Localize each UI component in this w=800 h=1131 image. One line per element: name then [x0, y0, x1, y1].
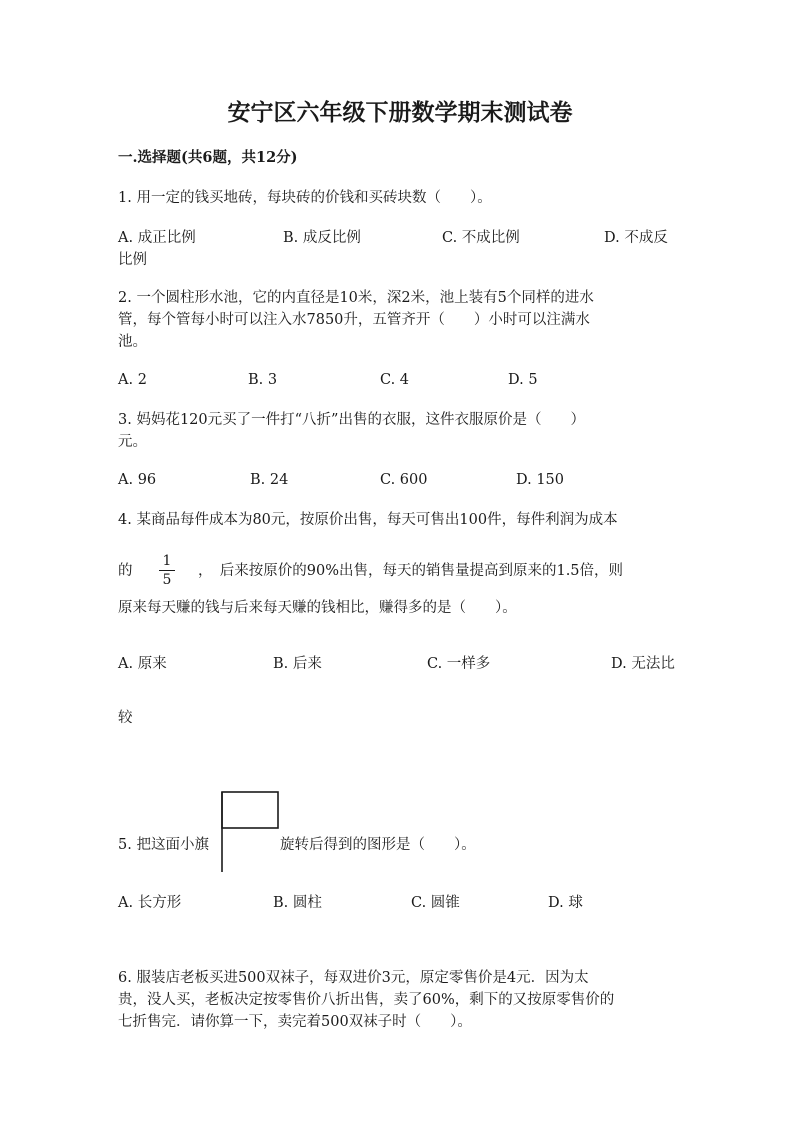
question-3-text-line-2: 元。	[118, 434, 147, 450]
question-2-text-line-2: 管，每个管每小时可以注入水7850升，五管齐开（ ）小时可以注满水	[118, 312, 590, 328]
question-2-option-b[interactable]: B. 3	[248, 372, 278, 388]
question-4-option-b[interactable]: B. 后来	[273, 656, 322, 672]
page-title: 安宁区六年级下册数学期末测试卷	[227, 99, 573, 126]
question-5-option-c[interactable]: C. 圆锥	[411, 895, 460, 911]
question-1-option-d[interactable]: D. 不成反	[604, 230, 668, 246]
question-4-text-line-1: 4. 某商品每件成本为80元，按原价出售，每天可售出100件，每件利润为成本	[118, 512, 618, 528]
question-2-option-c[interactable]: C. 4	[380, 372, 410, 388]
question-3-text-line-1: 3. 妈妈花120元买了一件打“八折”出售的衣服，这件衣服原价是（ ）	[118, 412, 585, 428]
question-3-option-c[interactable]: C. 600	[380, 472, 428, 488]
question-5-option-d[interactable]: D. 球	[548, 895, 583, 911]
question-1-option-c[interactable]: C. 不成比例	[442, 230, 520, 246]
question-4-text-line-3: 原来每天赚的钱与后来每天赚的钱相比，赚得多的是（ ）。	[118, 600, 517, 616]
question-2-text-line-1: 2. 一个圆柱形水池，它的内直径是10米，深2米，池上装有5个同样的进水	[118, 290, 594, 306]
question-5-option-b[interactable]: B. 圆柱	[273, 895, 322, 911]
question-2-option-d[interactable]: D. 5	[508, 372, 538, 388]
question-4-text-line-2a: 的	[118, 563, 133, 579]
question-6-text-line-1: 6. 服装店老板买进500双袜子，每双进价3元，原定零售价是4元．因为太	[118, 970, 589, 986]
question-4-option-a[interactable]: A. 原来	[118, 656, 167, 672]
question-6-text-line-3: 七折售完．请你算一下，卖完着500双袜子时（ ）。	[118, 1014, 472, 1030]
fraction-bar	[159, 570, 175, 571]
question-2-option-a[interactable]: A. 2	[118, 372, 147, 388]
question-4-text-line-2b: ， 后来按原价的90%出售，每天的销售量提高到原来的1.5倍，则	[198, 563, 624, 579]
question-1-option-b[interactable]: B. 成反比例	[283, 230, 361, 246]
question-3-option-b[interactable]: B. 24	[250, 472, 289, 488]
section-heading: 一.选择题(共6题，共12分)	[118, 149, 298, 166]
flag-figure	[218, 790, 282, 878]
question-5-text-a: 5. 把这面小旗	[118, 837, 209, 853]
question-1-option-d-wrap: 比例	[118, 252, 147, 268]
flag-icon	[218, 790, 282, 874]
fraction-numerator: 1	[162, 553, 172, 569]
fraction-one-fifth	[158, 553, 176, 588]
question-3-option-d[interactable]: D. 150	[516, 472, 565, 488]
question-1-text: 1. 用一定的钱买地砖，每块砖的价钱和买砖块数（ ）。	[118, 190, 492, 206]
question-1-option-a[interactable]: A. 成正比例	[118, 230, 196, 246]
question-4-option-d[interactable]: D. 无法比	[611, 656, 675, 672]
question-4-option-c[interactable]: C. 一样多	[427, 656, 491, 672]
question-5-option-a[interactable]: A. 长方形	[118, 895, 182, 911]
fraction-denominator: 5	[162, 572, 172, 588]
question-3-option-a[interactable]: A. 96	[118, 472, 157, 488]
question-2-text-line-3: 池。	[118, 334, 147, 350]
question-6-text-line-2: 贵，没人买，老板决定按零售价八折出售，卖了60%，剩下的又按原零售价的	[118, 992, 615, 1008]
question-4-option-d-wrap: 较	[118, 710, 133, 726]
question-5-text-b: 旋转后得到的图形是（ ）。	[280, 837, 476, 853]
